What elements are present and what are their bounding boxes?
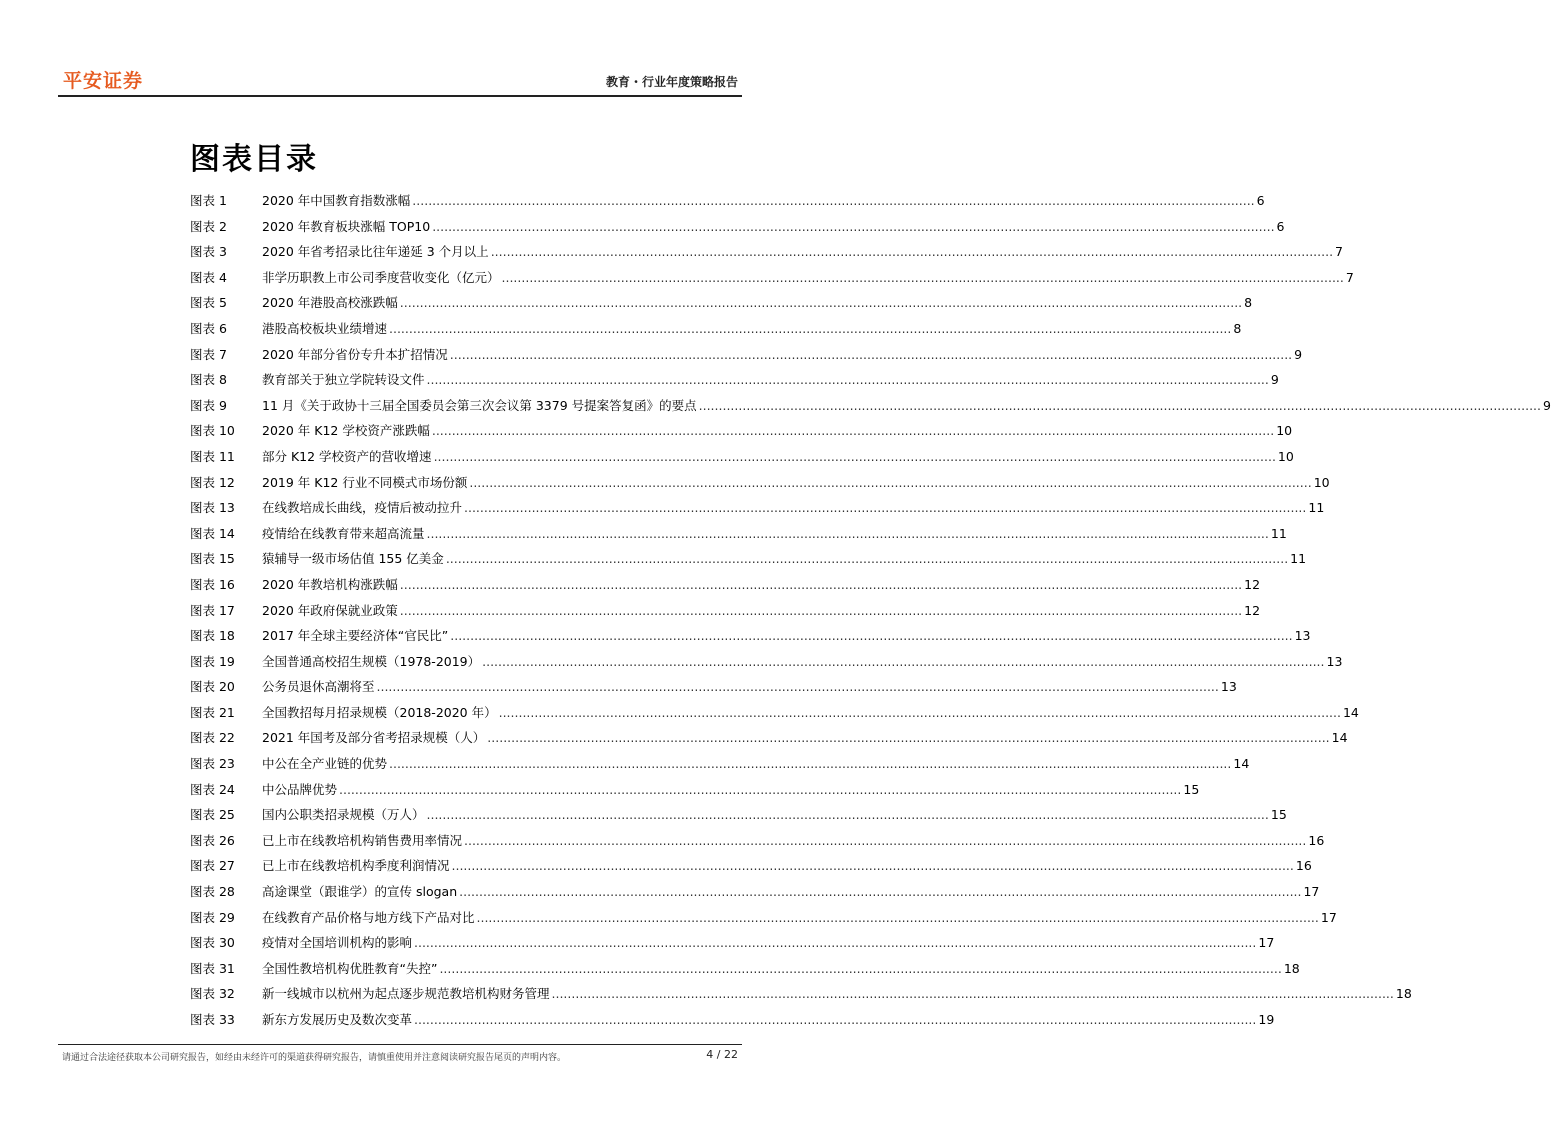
toc-entry-label: 图表 27 xyxy=(190,858,235,874)
toc-leader-dots xyxy=(552,986,1394,1001)
toc-entry-title: 已上市在线教培机构销售费用率情况 xyxy=(262,832,463,848)
toc-entry-label: 图表 12 xyxy=(190,474,235,490)
footer-disclaimer: 请通过合法途径获取本公司研究报告，如经由未经许可的渠道获得研究报告，请慎重使用并注意阅读研究报告尾页的声明内容。 xyxy=(62,1053,567,1063)
toc-leader-dots xyxy=(699,398,1541,413)
toc-leader-dots xyxy=(459,884,1301,899)
toc-entry-title: 疫情对全国培训机构的影响 xyxy=(262,935,413,951)
toc-leader-dots xyxy=(400,295,1242,310)
toc-entry-label: 图表 25 xyxy=(190,807,235,823)
toc-entry-page: 14 xyxy=(1331,730,1348,746)
toc-entry[interactable] xyxy=(190,473,1330,499)
toc-entry[interactable] xyxy=(190,652,1343,678)
toc-entry[interactable] xyxy=(190,728,1348,754)
toc-entry-title: 教育部关于独立学院转设文件 xyxy=(262,372,425,388)
toc-leader-dots xyxy=(414,1012,1256,1027)
page-title: 图表目录 xyxy=(190,142,318,177)
toc-entry-label: 图表 31 xyxy=(190,960,235,976)
toc-entry[interactable] xyxy=(190,370,1279,396)
toc-entry-title: 疫情给在线教育带来超高流量 xyxy=(262,525,425,541)
toc-entry[interactable] xyxy=(190,933,1275,959)
toc-entry-page: 14 xyxy=(1342,704,1359,720)
toc-entry-title: 港股高校板块业绩增速 xyxy=(262,320,388,336)
toc-entry-title: 2020 年省考招录比往年递延 3 个月以上 xyxy=(262,244,489,260)
toc-entry[interactable] xyxy=(190,626,1311,652)
toc-entry-label: 图表 13 xyxy=(190,500,235,516)
toc-entry-page: 13 xyxy=(1220,679,1237,695)
toc-entry-label: 图表 8 xyxy=(190,372,227,388)
toc-leader-dots xyxy=(412,193,1254,208)
toc-entry-page: 11 xyxy=(1290,551,1307,567)
toc-entry-page: 17 xyxy=(1320,909,1337,925)
toc-entry[interactable] xyxy=(190,1010,1275,1036)
toc-entry-page: 10 xyxy=(1277,448,1294,464)
toc-entry-label: 图表 20 xyxy=(190,679,235,695)
toc-entry-label: 图表 10 xyxy=(190,423,235,439)
toc-entry[interactable] xyxy=(190,217,1285,243)
toc-entry-title: 中公品牌优势 xyxy=(262,781,338,797)
toc-entry[interactable] xyxy=(190,345,1303,371)
toc-entry[interactable] xyxy=(190,575,1261,601)
toc-entry-title: 新一线城市以杭州为起点逐步规范教培机构财务管理 xyxy=(262,986,550,1002)
toc-leader-dots xyxy=(432,219,1274,234)
toc-entry-label: 图表 22 xyxy=(190,730,235,746)
brand-logo: 平安证券 xyxy=(63,70,144,92)
toc-entry-title: 11 月《关于政协十三届全国委员会第三次会议第 3379 号提案答复函》的要点 xyxy=(262,397,697,413)
toc-entry-title: 2019 年 K12 行业不同模式市场份额 xyxy=(262,474,468,490)
toc-entry-title: 新东方发展历史及数次变革 xyxy=(262,1012,413,1027)
toc-entry[interactable] xyxy=(190,882,1320,908)
toc-leader-dots xyxy=(439,961,1281,976)
toc-entry-page: 6 xyxy=(1256,193,1265,208)
toc-entry-page: 10 xyxy=(1313,474,1330,490)
report-title: 教育・行业年度策略报告 xyxy=(605,75,738,89)
toc-entry-label: 图表 7 xyxy=(190,346,227,362)
toc-entry-page: 15 xyxy=(1270,807,1287,823)
toc-entry-page: 13 xyxy=(1326,653,1343,669)
toc-entry-title: 高途课堂（跟谁学）的宣传 slogan xyxy=(262,884,458,900)
toc-entry[interactable] xyxy=(190,549,1307,575)
toc-entry[interactable] xyxy=(190,498,1325,524)
toc-entry-title: 部分 K12 学校资产的营收增速 xyxy=(262,448,432,464)
toc-entry-page: 19 xyxy=(1258,1012,1275,1027)
toc-entry[interactable] xyxy=(190,984,1412,1010)
header-divider xyxy=(58,95,742,97)
toc-entry-page: 14 xyxy=(1233,756,1250,772)
toc-entry-title: 全国教招每月招录规模（2018-2020 年） xyxy=(262,704,497,720)
toc-entry-page: 11 xyxy=(1270,525,1287,541)
toc-leader-dots xyxy=(446,551,1288,566)
toc-entry-title: 2020 年部分省份专升本扩招情况 xyxy=(262,346,448,362)
toc-entry-label: 图表 21 xyxy=(190,704,235,720)
toc-leader-dots xyxy=(491,244,1333,259)
toc-entry-page: 17 xyxy=(1303,884,1320,900)
toc-entry-page: 11 xyxy=(1308,500,1325,516)
toc-entry-label: 图表 16 xyxy=(190,576,235,592)
toc-entry-page: 18 xyxy=(1283,960,1300,976)
toc-entry-label: 图表 28 xyxy=(190,884,235,900)
toc-entry-label: 图表 3 xyxy=(190,244,227,260)
toc-leader-dots xyxy=(427,372,1269,387)
toc-entry[interactable] xyxy=(190,191,1265,217)
toc-entry[interactable] xyxy=(190,780,1200,806)
toc-entry-page: 13 xyxy=(1294,628,1311,644)
toc-entry-label: 图表 18 xyxy=(190,628,235,644)
toc-leader-dots xyxy=(414,935,1256,950)
toc-entry-label: 图表 14 xyxy=(190,525,235,541)
toc-entry-label: 图表 4 xyxy=(190,269,227,285)
toc-entry-title: 2020 年政府保就业政策 xyxy=(262,602,398,618)
toc-entry-page: 6 xyxy=(1276,218,1285,234)
toc-entry[interactable] xyxy=(190,601,1261,627)
toc-leader-dots xyxy=(464,833,1306,848)
toc-entry-title: 2020 年港股高校涨跌幅 xyxy=(262,295,398,311)
toc-entry-label: 图表 30 xyxy=(190,935,235,951)
toc-entry-title: 2020 年中国教育指数涨幅 xyxy=(262,193,411,208)
toc-entry-title: 2020 年教培机构涨跌幅 xyxy=(262,576,398,592)
toc-leader-dots xyxy=(482,654,1324,669)
toc-entry[interactable] xyxy=(190,856,1312,882)
toc-entry-title: 2020 年教育板块涨幅 TOP10 xyxy=(262,218,431,234)
toc-entry[interactable] xyxy=(190,396,1551,422)
toc-leader-dots xyxy=(499,705,1341,720)
toc-leader-dots xyxy=(400,603,1242,618)
toc-entry-title: 公务员退休高潮将至 xyxy=(262,679,375,695)
toc-entry-title: 中公在全产业链的优势 xyxy=(262,756,388,772)
toc-entry-title: 猿辅导一级市场估值 155 亿美金 xyxy=(262,551,444,567)
toc-leader-dots xyxy=(477,910,1319,925)
toc-entry[interactable] xyxy=(190,703,1359,729)
toc-leader-dots xyxy=(389,756,1231,771)
toc-leader-dots xyxy=(450,347,1292,362)
toc-entry[interactable] xyxy=(190,421,1293,447)
toc-entry[interactable] xyxy=(190,805,1287,831)
toc-entry-title: 2017 年全球主要经济体“官民比” xyxy=(262,628,449,644)
toc-leader-dots xyxy=(400,577,1242,592)
toc-entry-label: 图表 2 xyxy=(190,218,227,234)
toc-leader-dots xyxy=(487,730,1329,745)
toc-entry-label: 图表 1 xyxy=(190,193,227,208)
toc-entry-page: 9 xyxy=(1294,346,1303,362)
toc-entry-page: 9 xyxy=(1270,372,1279,388)
toc-entry-page: 7 xyxy=(1345,269,1354,285)
toc-entry-label: 图表 6 xyxy=(190,320,227,336)
toc-entry[interactable] xyxy=(190,319,1242,345)
toc-entry-page: 8 xyxy=(1233,320,1242,336)
toc-entry[interactable] xyxy=(190,677,1237,703)
toc-entry-title: 全国普通高校招生规模（1978-2019） xyxy=(262,653,481,669)
toc-leader-dots xyxy=(427,526,1269,541)
toc-entry-page: 10 xyxy=(1276,423,1293,439)
toc-entry[interactable] xyxy=(190,959,1300,985)
toc-entry-label: 图表 19 xyxy=(190,653,235,669)
footer-divider xyxy=(58,1044,742,1045)
toc-entry-title: 国内公职类招录规模（万人） xyxy=(262,807,425,823)
toc-entry-label: 图表 29 xyxy=(190,909,235,925)
toc-leader-dots xyxy=(469,475,1311,490)
toc-leader-dots xyxy=(389,321,1231,336)
toc-entry-title: 在线教育产品价格与地方线下产品对比 xyxy=(262,909,475,925)
toc-entry-page: 12 xyxy=(1244,602,1261,618)
toc-entry-title: 非学历职教上市公司季度营收变化（亿元） xyxy=(262,269,500,285)
toc-entry-page: 17 xyxy=(1258,935,1275,951)
toc-leader-dots xyxy=(427,807,1269,822)
toc-entry[interactable] xyxy=(190,831,1325,857)
toc-entry-page: 15 xyxy=(1183,781,1200,797)
page-number: 4 / 22 xyxy=(706,1048,738,1061)
toc-entry-label: 图表 17 xyxy=(190,602,235,618)
toc-entry-title: 2021 年国考及部分省考招录规模（人） xyxy=(262,730,486,746)
toc-leader-dots xyxy=(434,449,1276,464)
toc-leader-dots xyxy=(432,423,1274,438)
toc-entry-title: 已上市在线教培机构季度利润情况 xyxy=(262,858,450,874)
toc-entry-title: 全国性教培机构优胜教育“失控” xyxy=(262,960,438,976)
toc-entry-label: 图表 23 xyxy=(190,756,235,772)
toc-entry[interactable] xyxy=(190,524,1287,550)
table-of-figures xyxy=(190,191,1551,1036)
toc-entry[interactable] xyxy=(190,268,1354,294)
toc-entry-label: 图表 5 xyxy=(190,295,227,311)
toc-entry-page: 9 xyxy=(1543,397,1551,413)
toc-entry[interactable] xyxy=(190,754,1250,780)
toc-leader-dots xyxy=(339,782,1181,797)
toc-entry-label: 图表 15 xyxy=(190,551,235,567)
toc-entry-page: 16 xyxy=(1308,832,1325,848)
toc-entry-page: 18 xyxy=(1395,986,1412,1002)
toc-leader-dots xyxy=(450,628,1292,643)
toc-entry-label: 图表 32 xyxy=(190,986,235,1002)
toc-entry-page: 16 xyxy=(1295,858,1312,874)
toc-entry[interactable] xyxy=(190,293,1253,319)
toc-entry[interactable] xyxy=(190,447,1294,473)
toc-entry-label: 图表 11 xyxy=(190,448,235,464)
toc-entry-title: 2020 年 K12 学校资产涨跌幅 xyxy=(262,423,430,439)
toc-leader-dots xyxy=(377,679,1219,694)
toc-entry-page: 12 xyxy=(1244,576,1261,592)
toc-entry-label: 图表 33 xyxy=(190,1012,235,1027)
toc-entry-label: 图表 26 xyxy=(190,832,235,848)
toc-entry-title: 在线教培成长曲线，疫情后被动拉升 xyxy=(262,500,463,516)
toc-entry-label: 图表 9 xyxy=(190,397,227,413)
toc-leader-dots xyxy=(452,858,1294,873)
toc-entry[interactable] xyxy=(190,242,1343,268)
toc-entry-page: 8 xyxy=(1244,295,1253,311)
toc-leader-dots xyxy=(464,500,1306,515)
toc-leader-dots xyxy=(502,270,1344,285)
toc-entry-page: 7 xyxy=(1335,244,1343,260)
toc-entry-label: 图表 24 xyxy=(190,781,235,797)
toc-entry[interactable] xyxy=(190,908,1337,934)
